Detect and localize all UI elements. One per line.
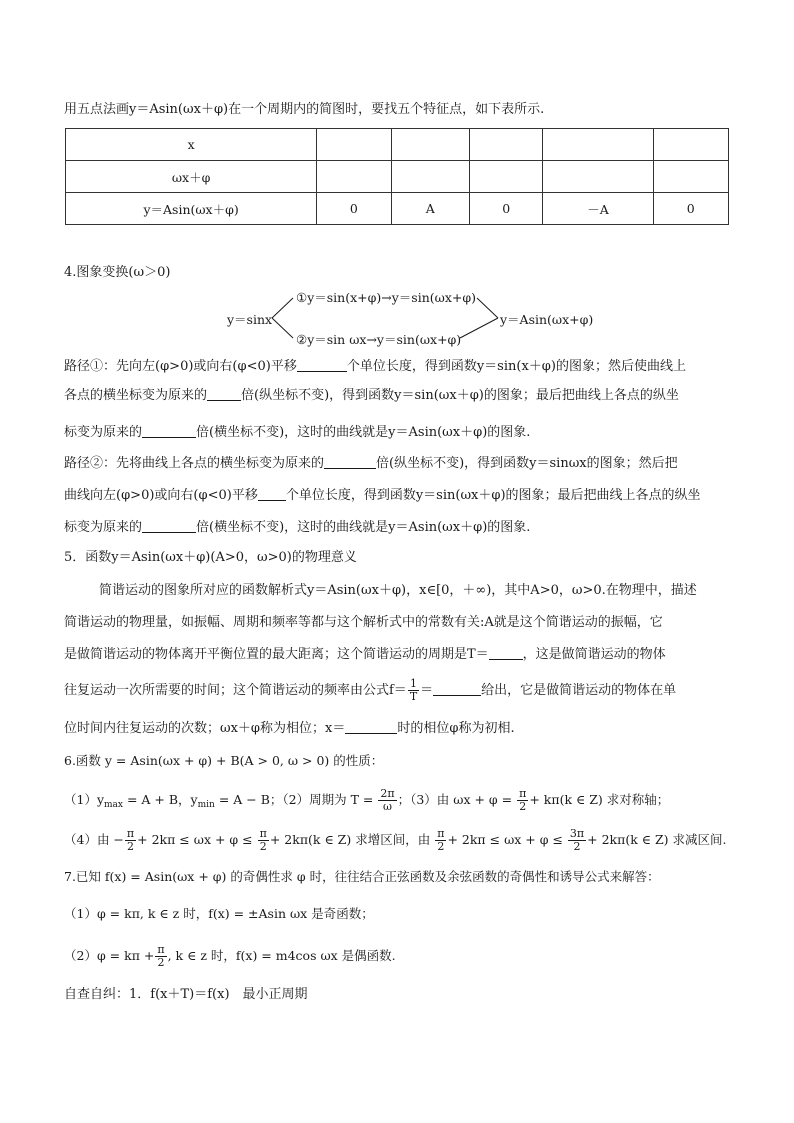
section-5-line-1: 简谐运动的图象所对应的函数解析式y＝Asin(ωx＋φ)，x∈[0，＋∞)，其中A>0，ω>0.在物理中，描述: [99, 583, 697, 598]
diagram-route-1: ①y＝sin(x+φ)→y＝sin(ωx+φ): [296, 290, 476, 305]
table-cell: [391, 129, 469, 161]
table-row-header: x: [66, 129, 317, 161]
table-cell: 0: [317, 193, 391, 225]
fraction-1-over-T: [408, 678, 419, 703]
text-segment: （4）由 −: [64, 832, 124, 847]
text-segment: 倍(纵坐标不变)，得到函数y＝sinωx的图象；然后把: [376, 456, 678, 471]
table-row-header: y＝Asin(ωx＋φ): [66, 193, 317, 225]
section-5-line-5: [64, 720, 515, 738]
fill-blank[interactable]: [142, 424, 196, 438]
fraction-denominator: 2: [519, 800, 527, 813]
diagram-merge-up: [477, 298, 498, 318]
text-segment: 各点的横坐标变为原来的: [64, 388, 208, 403]
intro-text: 用五点法画y＝Asin(ωx＋φ)在一个周期内的简图时，要找五个特征点，如下表所示.: [64, 102, 545, 117]
table-cell: －A: [543, 193, 653, 225]
text-segment: ＝: [420, 683, 434, 698]
text-segment: 位时间内往复运动的次数；ωx＋φ称为相位；x＝: [64, 721, 346, 736]
text-segment: , k ∈ z 时，f(x) = m4cos ωx 是偶函数.: [167, 948, 396, 963]
route-1-line-2: [64, 387, 679, 405]
fraction-denominator: 2: [157, 956, 165, 969]
diagram-branch-up: [272, 298, 293, 318]
route-2-line-2: [64, 487, 701, 505]
text-segment: 标变为原来的: [64, 425, 143, 440]
text-segment: 曲线向左(φ>0)或向右(φ<0)平移: [64, 488, 258, 503]
fill-blank[interactable]: [258, 487, 286, 501]
section-7-title: 7.已知 f(x) = Asin(ωx + φ) 的奇偶性求 φ 时，往往结合正弦函数及余弦函数的奇偶性和诱导公式来解答：: [64, 869, 660, 884]
fraction-3pi-over-2: [568, 828, 586, 853]
fraction-pi-over-2: [155, 944, 166, 969]
diagram-merge-down: [460, 318, 498, 338]
table-cell: [317, 161, 391, 193]
text-segment: = A − B；（2）周期为 T =: [214, 792, 374, 807]
text-segment: + 2kπ ≤ ωx + φ ≤: [447, 832, 563, 847]
transform-diagram: [220, 282, 620, 352]
text-segment: 个单位长度，得到函数y＝sin(x＋φ)的图象；然后使曲线上: [346, 359, 686, 374]
fill-blank[interactable]: [142, 519, 196, 533]
text-segment: + 2kπ(k ∈ Z) 求减区间.: [587, 832, 727, 847]
fraction-numerator: π: [437, 827, 445, 840]
subscript: min: [197, 800, 215, 810]
fraction-numerator: 3π: [569, 827, 585, 840]
section-7-case-1: （1）φ = kπ, k ∈ z 时，f(x) = ±Asin ωx 是奇函数；: [64, 906, 374, 921]
table-cell: [470, 161, 543, 193]
route-2-line-3: [64, 519, 530, 537]
diagram-right-label: y＝Asin(ωx+φ): [500, 312, 594, 327]
section-4-title: 4.图象变换(ω＞0): [64, 265, 171, 280]
fraction-denominator: ω: [382, 800, 392, 813]
table-cell: [391, 161, 469, 193]
text-segment: ，这是做简谐运动的物体: [522, 647, 666, 662]
fraction-numerator: π: [157, 943, 165, 956]
fill-blank[interactable]: [433, 682, 481, 696]
table-row-header: ωx＋φ: [66, 161, 317, 193]
five-point-table: [65, 128, 729, 225]
section-5-line-2: 简谐运动的物理量，如振幅、周期和频率等都与这个解析式中的常数有关:A就是这个简谐运动的振幅，它: [64, 615, 663, 630]
section-6-props-1-3: [64, 786, 669, 819]
section-5-title: 5．函数y＝Asin(ωx＋φ)(A>0，ω>0)的物理意义: [64, 550, 357, 565]
fraction-denominator: 2: [259, 840, 267, 853]
subscript: max: [104, 800, 123, 810]
fraction-period: [378, 788, 396, 813]
fill-blank[interactable]: [489, 646, 523, 660]
text-segment: （1）y: [64, 792, 105, 807]
table-cell: 0: [653, 193, 728, 225]
route-2-line-1: [64, 455, 678, 473]
fraction-numerator: 1: [408, 678, 419, 691]
fraction-denominator: 2: [127, 840, 135, 853]
fraction-denominator: 2: [437, 840, 445, 853]
route-1-line-3: [64, 424, 530, 442]
diagram-route-2: ②y＝sin ωx→y＝sin(ωx+φ): [296, 332, 462, 347]
text-segment: （2）φ = kπ +: [64, 948, 155, 963]
table-cell: [543, 161, 653, 193]
fraction-pi-over-2: [435, 828, 446, 853]
diagram-left-label: y＝sinx: [227, 312, 273, 327]
fraction-numerator: 2π: [380, 787, 395, 800]
section-5-line-3: [64, 646, 666, 664]
text-segment: + 2kπ ≤ ωx + φ ≤: [137, 832, 253, 847]
text-segment: 给出，它是做简谐运动的物体在单: [481, 683, 677, 698]
self-check-answers: 自查自纠：1．f(x＋T)＝f(x) 最小正周期: [64, 987, 308, 1002]
table-cell: A: [391, 193, 469, 225]
fill-blank[interactable]: [207, 387, 241, 401]
text-segment: 是做简谐运动的物体离开平衡位置的最大距离；这个简谐运动的周期是T＝: [64, 647, 489, 662]
fraction-numerator: π: [126, 827, 135, 840]
text-segment: 路径②：先将曲线上各点的横坐标变为原来的: [64, 456, 325, 471]
fraction-numerator: π: [519, 787, 527, 800]
text-segment: ；（3）由 ωx + φ =: [397, 792, 513, 807]
fraction-pi-over-2: [125, 828, 136, 853]
fraction-pi-over-2: [517, 788, 528, 813]
table-cell: [653, 161, 728, 193]
fill-blank[interactable]: [345, 720, 397, 734]
table-cell: 0: [470, 193, 543, 225]
text-segment: 时的相位φ称为初相.: [397, 721, 515, 736]
fill-blank[interactable]: [297, 358, 347, 372]
table-cell: [543, 129, 653, 161]
text-segment: 倍(纵坐标不变)，得到函数y＝sin(ωx＋φ)的图象；最后把曲线上各点的纵坐: [241, 388, 679, 403]
text-segment: + kπ(k ∈ Z) 求对称轴；: [529, 792, 670, 807]
text-segment: = A + B，y: [123, 792, 198, 807]
section-7-case-2: [64, 942, 396, 970]
text-segment: + 2kπ(k ∈ Z) 求增区间，由: [269, 832, 431, 847]
fraction-pi-over-2: [258, 828, 269, 853]
diagram-branch-down: [272, 318, 293, 338]
text-segment: 往复运动一次所需要的时间；这个简谐运动的频率由公式f＝: [64, 683, 407, 698]
table-cell: [317, 129, 391, 161]
table-cell: [470, 129, 543, 161]
text-segment: 路径①：先向左(φ>0)或向右(φ<0)平移: [64, 359, 297, 374]
text-segment: 标变为原来的: [64, 520, 143, 535]
section-6-prop-4: [64, 826, 727, 854]
text-segment: 个单位长度，得到函数y＝sin(ωx＋φ)的图象；最后把曲线上各点的纵坐: [285, 488, 701, 503]
fraction-denominator: 2: [573, 840, 581, 853]
route-1-line-1: [64, 358, 686, 376]
text-segment: 倍(横坐标不变)，这时的曲线就是y＝Asin(ωx＋φ)的图象.: [196, 520, 531, 535]
table-row: [66, 161, 729, 193]
table-cell: [653, 129, 728, 161]
section-5-line-4: [64, 678, 676, 703]
text-segment: 倍(横坐标不变)，这时的曲线就是y＝Asin(ωx＋φ)的图象.: [196, 425, 531, 440]
fill-blank[interactable]: [324, 455, 376, 469]
table-row: [66, 129, 729, 161]
section-6-title: 6.函数 y = Asin(ωx + φ) + B(A > 0, ω > 0) 的性质：: [64, 753, 384, 768]
fraction-numerator: π: [259, 827, 267, 840]
table-row: [66, 193, 729, 225]
fraction-denominator: T: [409, 690, 418, 703]
